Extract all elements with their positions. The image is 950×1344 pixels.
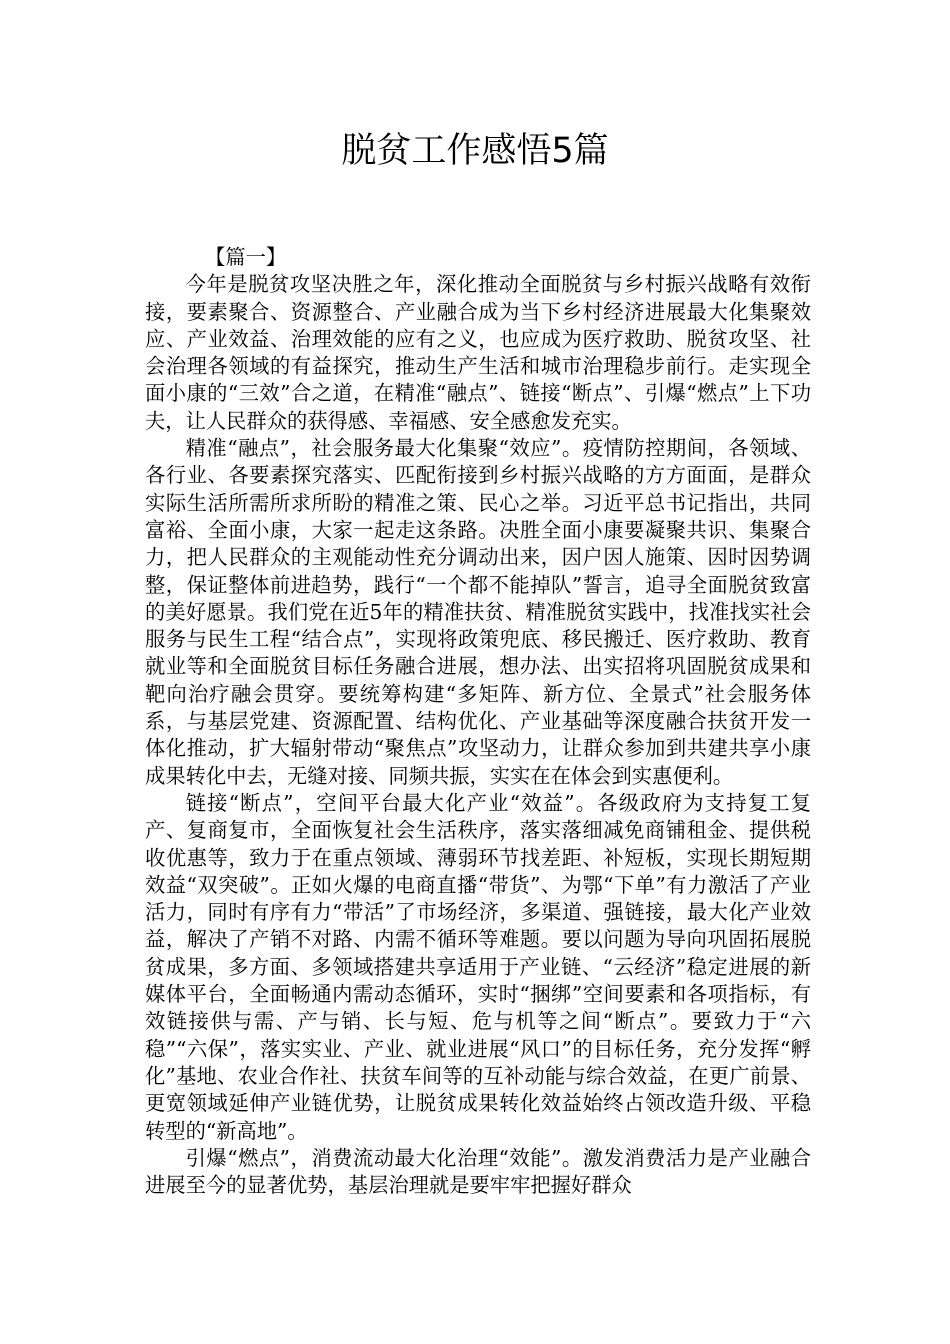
paragraph-1: 今年是脱贫攻坚决胜之年，深化推动全面脱贫与乡村振兴战略有效衔接，要素聚合、资源整合、产业融合成为当下乡村经济进展最大化集聚效应、产业效益、治理效能的应有之义，也应成为医疗救助、脱贫攻坚、社会治理各领域的有益探究，推动生产生活和城市治理稳步前行。走实现全面小康的“三效”合之道，在精准“融点”、链接“断点”、引爆“燃点”上下功夫，让人民群众的获得感、幸福感、安全感愈发充实。: [145, 272, 811, 433]
document-title: 脱贫工作感悟5篇: [341, 131, 609, 171]
section-heading: 【篇一】: [205, 245, 287, 269]
document-body: [145, 244, 811, 1199]
paragraph-3: 链接“断点”，空间平台最大化产业“效益”。各级政府为支持复工复产、复商复市，全面恢复社会生活秩序，落实落细减免商铺租金、提供税收优惠等，致力于在重点领域、薄弱环节找差距、补短板，实现长期短期效益“双突破”。正如火爆的电商直播“带货”、为鄂“下单”有力激活了产业活力，同时有序有力“带活”了市场经济，多渠道、强链接，最大化产业效益，解决了产销不对路、内需不循环等难题。要以问题为导向巩固拓展脱贫成果，多方面、多领域搭建共享适用于产业链、“云经济”稳定进展的新媒体平台，全面畅通内需动态循环，实时“捆绑”空间要素和各项指标，有效链接供与需、产与销、长与短、危与机等之间“断点”。要致力于“六稳”“六保”，落实实业、产业、就业进展“风口”的目标任务，充分发挥“孵化”基地、农业合作社、扶贫车间等的互补动能与综合效益，在更广前景、更宽领域延伸产业链优势，让脱贫成果转化效益始终占领改造升级、平稳转型的“新高地”。: [145, 790, 811, 1143]
paragraph-4: 引爆“燃点”，消费流动最大化治理“效能”。激发消费活力是产业融合进展至今的显著优势，基层治理就是要牢牢把握好群众: [145, 1145, 811, 1198]
paragraph-2: 精准“融点”，社会服务最大化集聚“效应”。疫情防控期间，各领域、各行业、各要素探究落实、匹配衔接到乡村振兴战略的方方面面，是群众实际生活所需所求所盼的精准之策、民心之举。习近平总书记指出，共同富裕、全面小康，大家一起走这条路。决胜全面小康要凝聚共识、集聚合力，把人民群众的主观能动性充分调动出来，因户因人施策、因时因势调整，保证整体前进趋势，践行“一个都不能掉队”誓言，追寻全面脱贫致富的美好愿景。我们党在近5年的精准扶贫、精准脱贫实践中，找准找实社会服务与民生工程“结合点”，实现将政策兜底、移民搬迁、医疗救助、教育就业等和全面脱贫目标任务融合进展，想办法、出实招将巩固脱贫成果和靶向治疗融会贯穿。要统筹构建“多矩阵、新方位、全景式”社会服务体系，与基层党建、资源配置、结构优化、产业基础等深度融合扶贫开发一体化推动，扩大辐射带动“聚焦点”攻坚动力，让群众参加到共建共享小康成果转化中去，无缝对接、同频共振，实实在在体会到实惠便利。: [145, 436, 811, 788]
